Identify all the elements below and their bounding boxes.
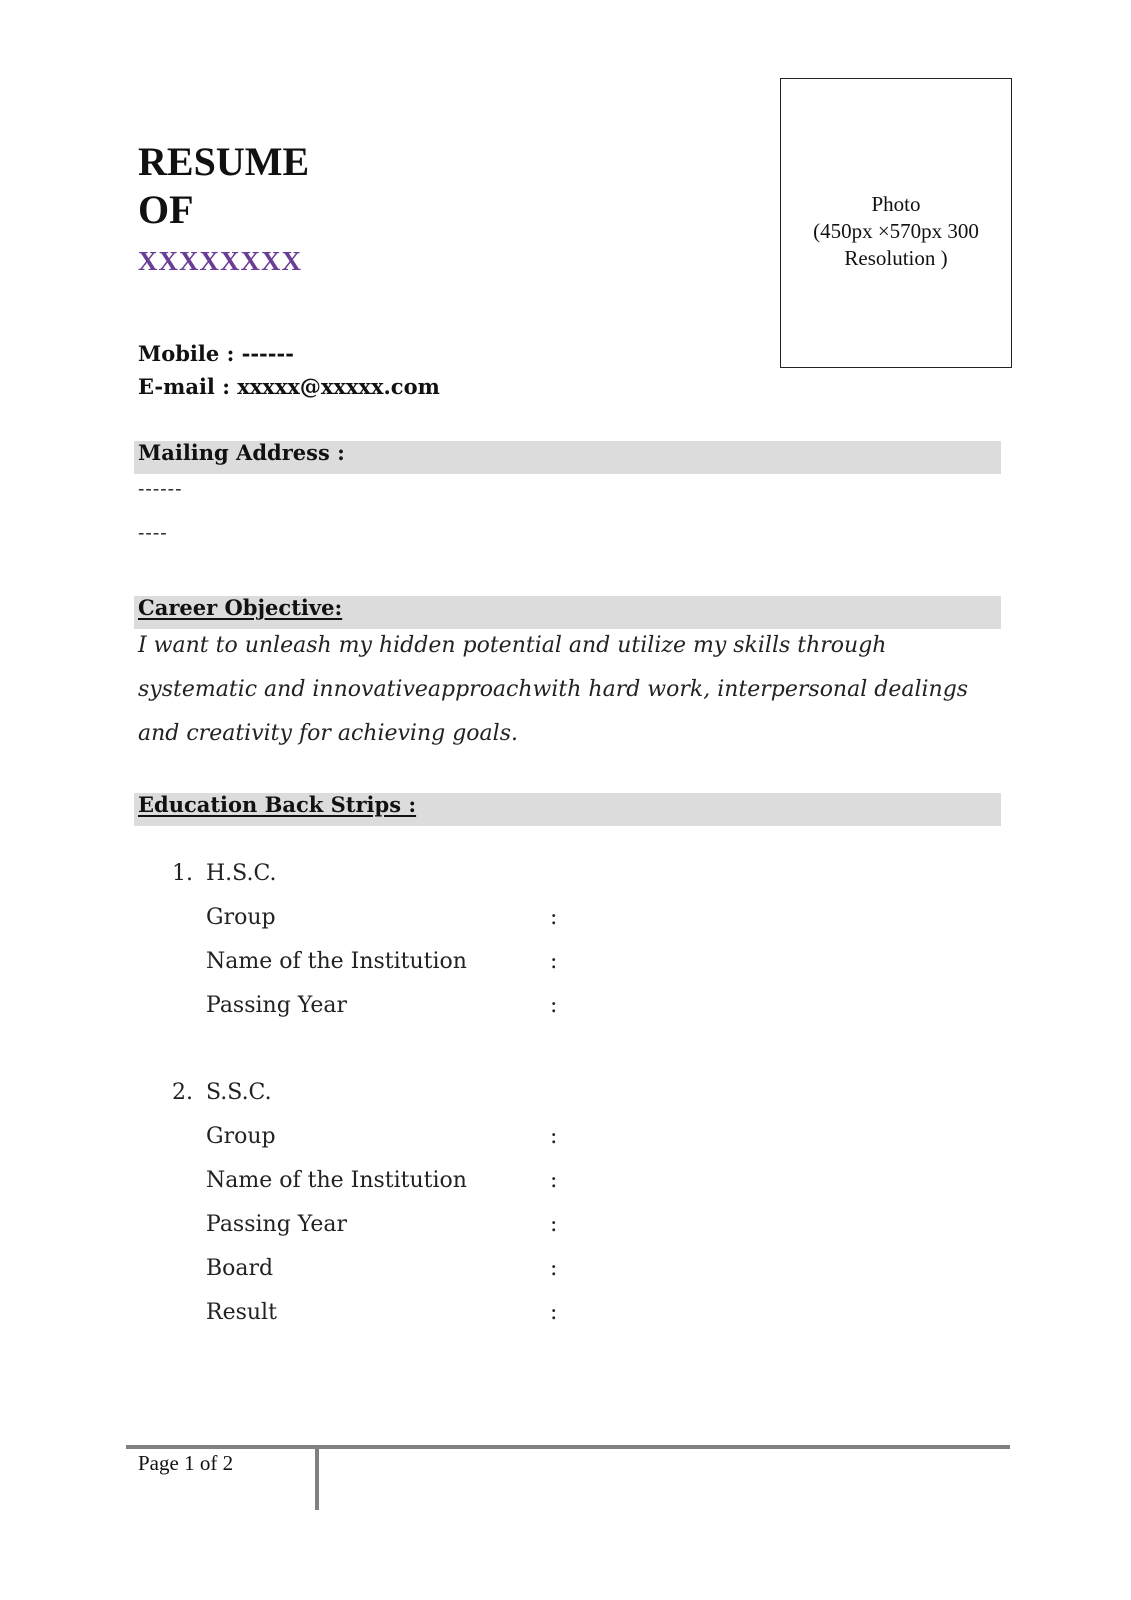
footer-divider <box>126 1445 1010 1449</box>
edu-entry-number: 2. <box>172 1080 193 1105</box>
edu-field-label: Group <box>206 1124 276 1149</box>
mobile-line: Mobile : ------ <box>138 341 294 366</box>
email-line: E-mail : xxxxx@xxxxx.com <box>138 374 440 399</box>
edu-field-label: Board <box>206 1256 274 1281</box>
edu-field-colon: : <box>550 1168 558 1193</box>
edu-field-colon: : <box>550 905 558 930</box>
candidate-name: XXXXXXXX <box>138 246 302 276</box>
edu-entry-number: 1. <box>172 861 193 886</box>
page-number: Page 1 of 2 <box>138 1451 234 1475</box>
photo-placeholder <box>780 78 1012 368</box>
address-line-1: ------ <box>138 478 183 500</box>
photo-caption-line-2: (450px ×570px 300 <box>813 219 979 243</box>
edu-field-label: Name of the Institution <box>206 949 467 974</box>
mailing-address-heading: Mailing Address : <box>138 440 345 465</box>
edu-field-colon: : <box>550 1256 558 1281</box>
edu-field-label: Result <box>206 1300 277 1325</box>
career-objective-heading: Career Objective: <box>138 595 343 620</box>
edu-entry-title: H.S.C. <box>206 861 277 886</box>
education-heading: Education Back Strips : <box>138 792 417 817</box>
photo-caption-line-3: Resolution ) <box>844 246 948 270</box>
photo-caption <box>781 191 1011 272</box>
edu-field-label: Group <box>206 905 276 930</box>
title-line-2: OF <box>138 187 194 232</box>
edu-field-label: Passing Year <box>206 993 348 1018</box>
edu-field-label: Name of the Institution <box>206 1168 467 1193</box>
edu-field-colon: : <box>550 1124 558 1149</box>
edu-field-colon: : <box>550 949 558 974</box>
photo-caption-line-1: Photo <box>871 192 921 216</box>
edu-field-colon: : <box>550 1212 558 1237</box>
footer-vertical-divider <box>315 1447 319 1510</box>
address-line-2: ---- <box>138 522 168 544</box>
edu-field-label: Passing Year <box>206 1212 348 1237</box>
edu-field-colon: : <box>550 993 558 1018</box>
edu-entry-title: S.S.C. <box>206 1080 272 1105</box>
edu-field-colon: : <box>550 1300 558 1325</box>
resume-title <box>138 138 309 234</box>
title-line-1: RESUME <box>138 139 310 184</box>
career-objective-text: I want to unleash my hidden potential and utilize my skills through systematic and innovativeapproachwith hard work, interpersonal dealings and creativity for achieving goals. <box>138 633 969 746</box>
